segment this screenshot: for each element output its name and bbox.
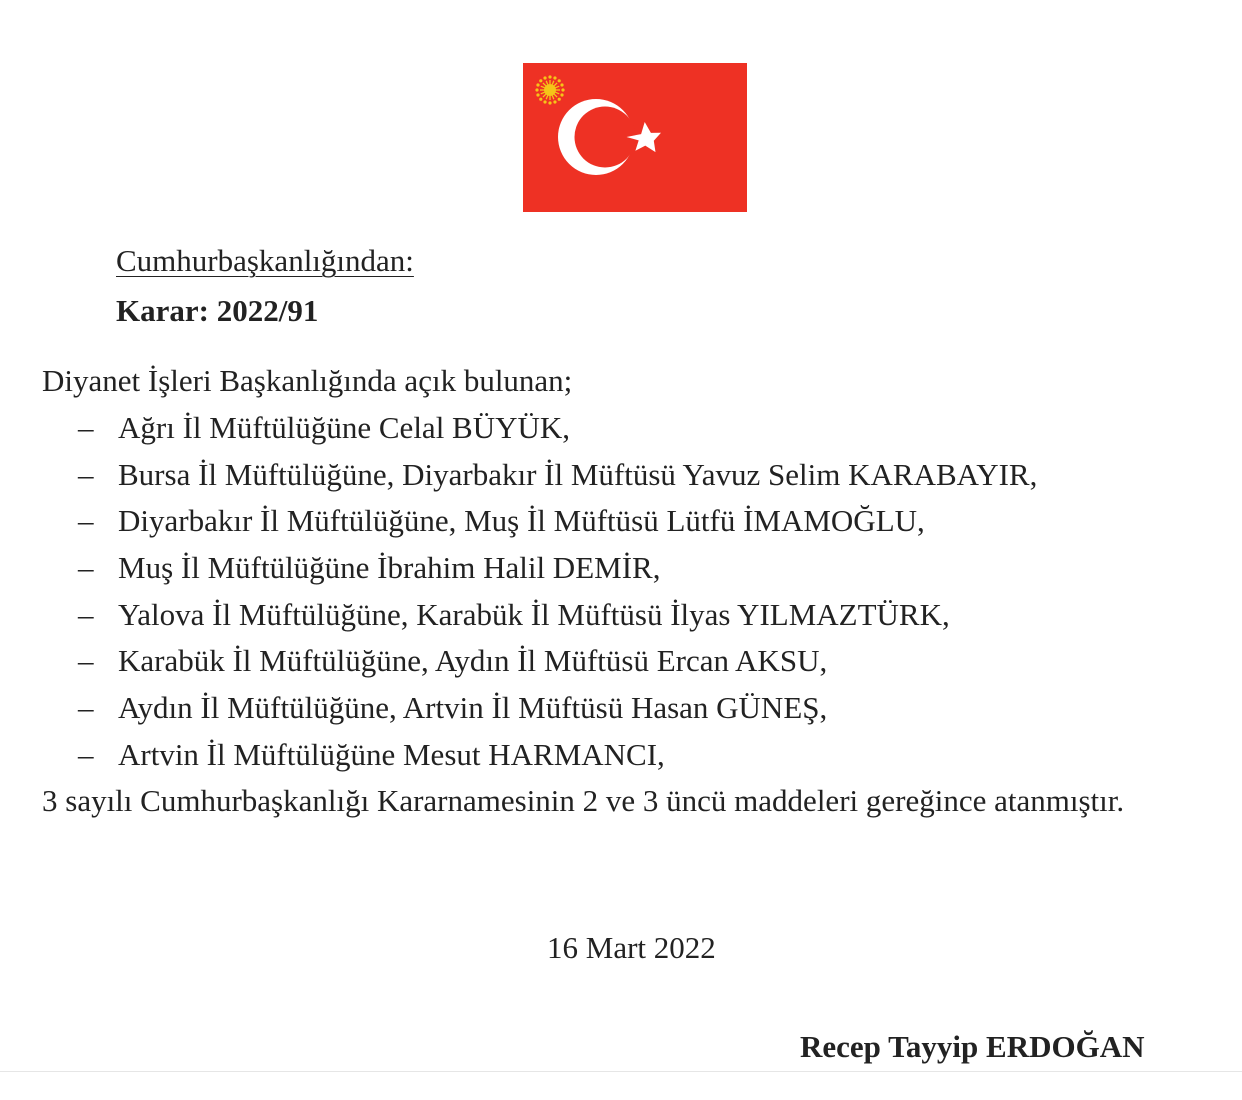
issuing-authority-heading: Cumhurbaşkanlığından: [116,243,414,278]
list-item [78,597,1037,644]
closing-sentence: 3 sayılı Cumhurbaşkanlığı Kararnamesinin 2 ve 3 üncü maddeleri gereğince atanmıştır. [42,783,1125,818]
list-bullet: – [78,550,94,586]
list-item-text: Diyarbakır İl Müftülüğüne, Muş İl Müftüsü Lütfü İMAMOĞLU, [118,503,925,539]
page-divider [0,1071,1242,1072]
document-date: 16 Mart 2022 [547,930,716,965]
list-item [78,690,1037,737]
list-bullet: – [78,690,94,726]
list-item [78,550,1037,597]
list-item [78,503,1037,550]
list-bullet: – [78,503,94,539]
decision-number: Karar: 2022/91 [116,293,319,328]
list-item-text: Bursa İl Müftülüğüne, Diyarbakır İl Müftüsü Yavuz Selim KARABAYIR, [118,456,1038,492]
list-bullet: – [78,736,94,772]
list-item [78,643,1037,690]
list-item-text: Karabük İl Müftülüğüne, Aydın İl Müftüsü Ercan AKSU, [118,643,828,679]
list-item [78,737,1037,784]
intro-sentence: Diyanet İşleri Başkanlığında açık bulunan; [42,363,573,398]
appointment-list [78,410,1037,784]
list-bullet: – [78,456,94,492]
signatory-name: Recep Tayyip ERDOĞAN [800,1029,1145,1064]
list-bullet: – [78,410,94,445]
list-item-text: Aydın İl Müftülüğüne, Artvin İl Müftüsü Hasan GÜNEŞ, [118,690,828,726]
list-item-text: Ağrı İl Müftülüğüne Celal BÜYÜK, [118,410,571,445]
list-bullet: – [78,596,94,632]
list-item-text: Yalova İl Müftülüğüne, Karabük İl Müftüsü İlyas YILMAZTÜRK, [118,596,950,632]
list-item-text: Muş İl Müftülüğüne İbrahim Halil DEMİR, [118,550,661,586]
list-bullet: – [78,643,94,679]
list-item-text: Artvin İl Müftülüğüne Mesut HARMANCI, [118,736,665,772]
turkish-presidential-flag-icon [523,63,747,212]
crescent-inner [575,107,636,168]
list-item [78,410,1037,457]
list-item [78,457,1037,504]
